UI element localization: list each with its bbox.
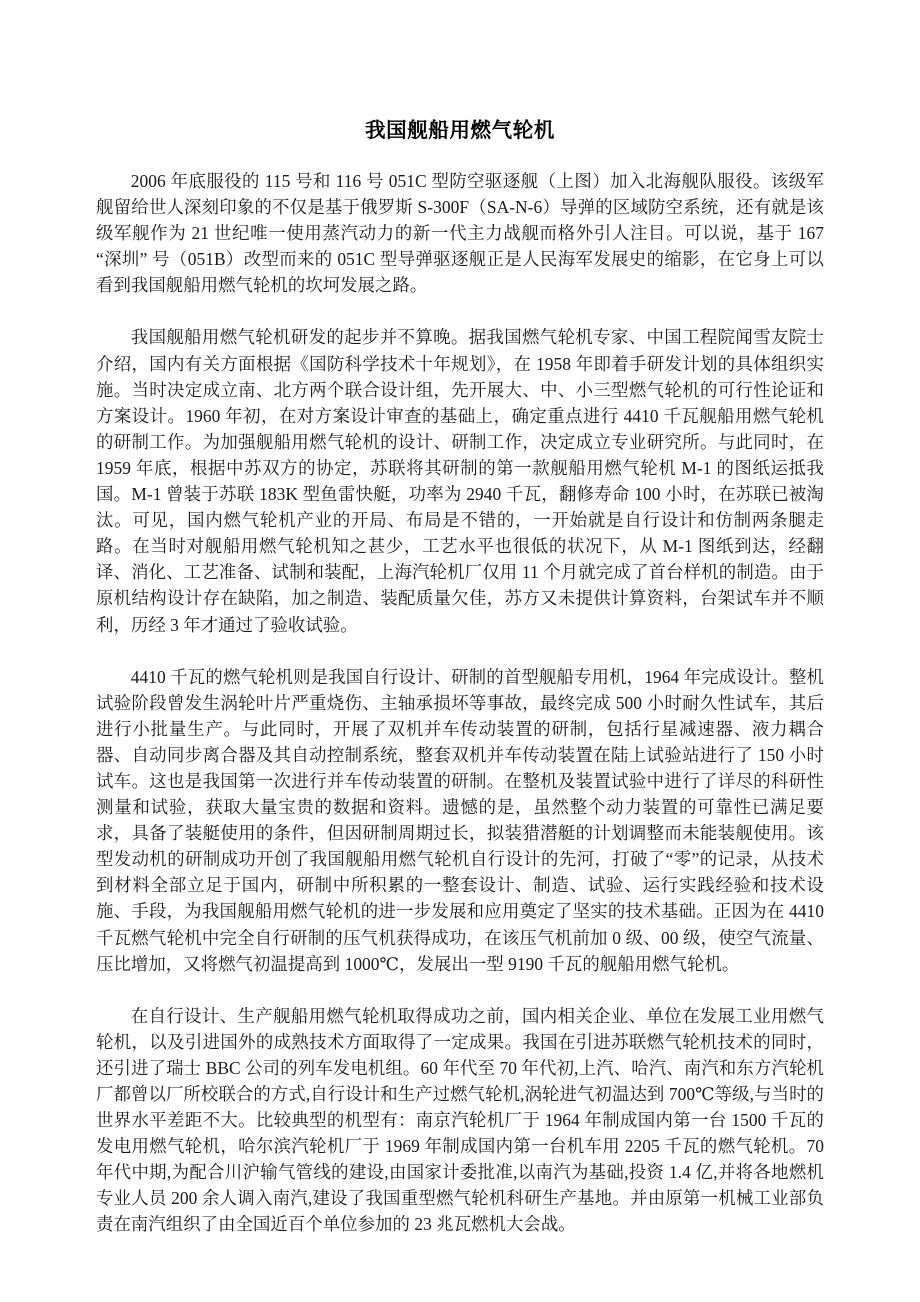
paragraph-3: 4410 千瓦的燃气轮机则是我国自行设计、研制的首型舰船专用机，1964 年完成设计。整机试验阶段曾发生涡轮叶片严重烧伤、主轴承损坏等事故，最终完成 500 小时耐久性试车，其后进行小批量生产。与此同时，开展了双机并车传动装置的研制，包括行星减速器、液力耦合器、自动同步离合器及其自动控制系统，整套双机并车传动装置在陆上试验站进行了 150 小时试车。这也是我国第一次进行并车传动装置的研制。在整机及装置试验中进行了详尽的科研性测量和试验，获取大量宝贵的数据和资料。遗憾的是，虽然整个动力装置的可靠性已满足要求，具备了装艇使用的条件，但因研制周期过长，拟装猎潜艇的计划调整而未能装舰使用。该型发动机的研制成功开创了我国舰船用燃气轮机自行设计的先河，打破了“零”的记录，从技术到材料全部立足于国内，研制中所积累的一整套设计、制造、试验、运行实践经验和技术设施、手段，为我国舰船用燃气轮机的进一步发展和应用奠定了坚实的技术基础。正因为在 4410 千瓦燃气轮机中完全自行研制的压气机获得成功，在该压气机前加 0 级、00 级，使空气流量、压比增加，又将燃气初温提高到 1000℃，发展出一型 9190 千瓦的舰船用燃气轮机。 xyxy=(96,666,824,974)
paragraph-1: 2006 年底服役的 115 号和 116 号 051C 型防空驱逐舰（上图）加入北海舰队服役。该级军舰留给世人深刻印象的不仅是基于俄罗斯 S-300F（SA-N-6）导弹的区域防空系统，还有就是该级军舰作为 21 世纪唯一使用蒸汽动力的新一代主力战舰而格外引人注目。可以说，基于 167 “深圳” 号（051B）改型而来的 051C 型导弹驱逐舰正是人民海军发展史的缩影，在它身上可以看到我国舰船用燃气轮机的坎坷发展之路。 xyxy=(96,171,824,296)
paragraph-2: 我国舰船用燃气轮机研发的起步并不算晚。据我国燃气轮机专家、中国工程院闻雪友院士介绍，国内有关方面根据《国防科学技术十年规划》，在 1958 年即着手研发计划的具体组织实施。当时决定成立南、北方两个联合设计组，先开展大、中、小三型燃气轮机的可行性论证和方案设计。1960 年初，在对方案设计审查的基础上，确定重点进行 4410 千瓦舰船用燃气轮机的研制工作。为加强舰船用燃气轮机的设计、研制工作，决定成立专业研究所。与此同时，在 1959 年底，根据中苏双方的协定，苏联将其研制的第一款舰船用燃气轮机 M-1 的图纸运抵我国。M-1 曾装于苏联 183K 型鱼雷快艇，功率为 2940 千瓦，翻修寿命 100 小时，在苏联已被淘汰。可见，国内燃气轮机产业的开局、布局是不错的，一开始就是自行设计和仿制两条腿走路。在当时对舰船用燃气轮机知之甚少，工艺水平也很低的状况下，从 M-1 图纸到达，经翻译、消化、工艺准备、试制和装配，上海汽轮机厂仅用 11 个月就完成了首台样机的制造。由于原机结构设计存在缺陷，加之制造、装配质量欠佳，苏方又未提供计算资料，台架试车并不顺利，历经 3 年才通过了验收试验。 xyxy=(96,327,824,635)
document-content xyxy=(96,0,824,1238)
paragraph-4: 在自行设计、生产舰船用燃气轮机取得成功之前，国内相关企业、单位在发展工业用燃气轮机，以及引进国外的成熟技术方面取得了一定成果。我国在引进苏联燃气轮机技术的同时，还引进了瑞士 BBC 公司的列车发电机组。60 年代至 70 年代初,上汽、哈汽、南汽和东方汽轮机厂都曾以厂所校联合的方式,自行设计和生产过燃气轮机,涡轮进气初温达到 700℃等级,与当时的世界水平差距不大。比较典型的机型有：南京汽轮机厂于 1964 年制成国内第一台 1500 千瓦的发电用燃气轮机，哈尔滨汽轮机厂于 1969 年制成国内第一台机车用 2205 千瓦的燃气轮机。70 年代中期,为配合川沪输气管线的建设,由国家计委批准,以南汽为基础,投资 1.4 亿,并将各地燃机专业人员 200 余人调入南汽,建设了我国重型燃气轮机科研生产基地。并由原第一机械工业部负责在南汽组织了由全国近百个单位参加的 23 兆瓦燃机大会战。 xyxy=(96,1005,824,1235)
page-title: 我国舰船用燃气轮机 xyxy=(365,120,555,142)
document-body xyxy=(96,168,824,1238)
